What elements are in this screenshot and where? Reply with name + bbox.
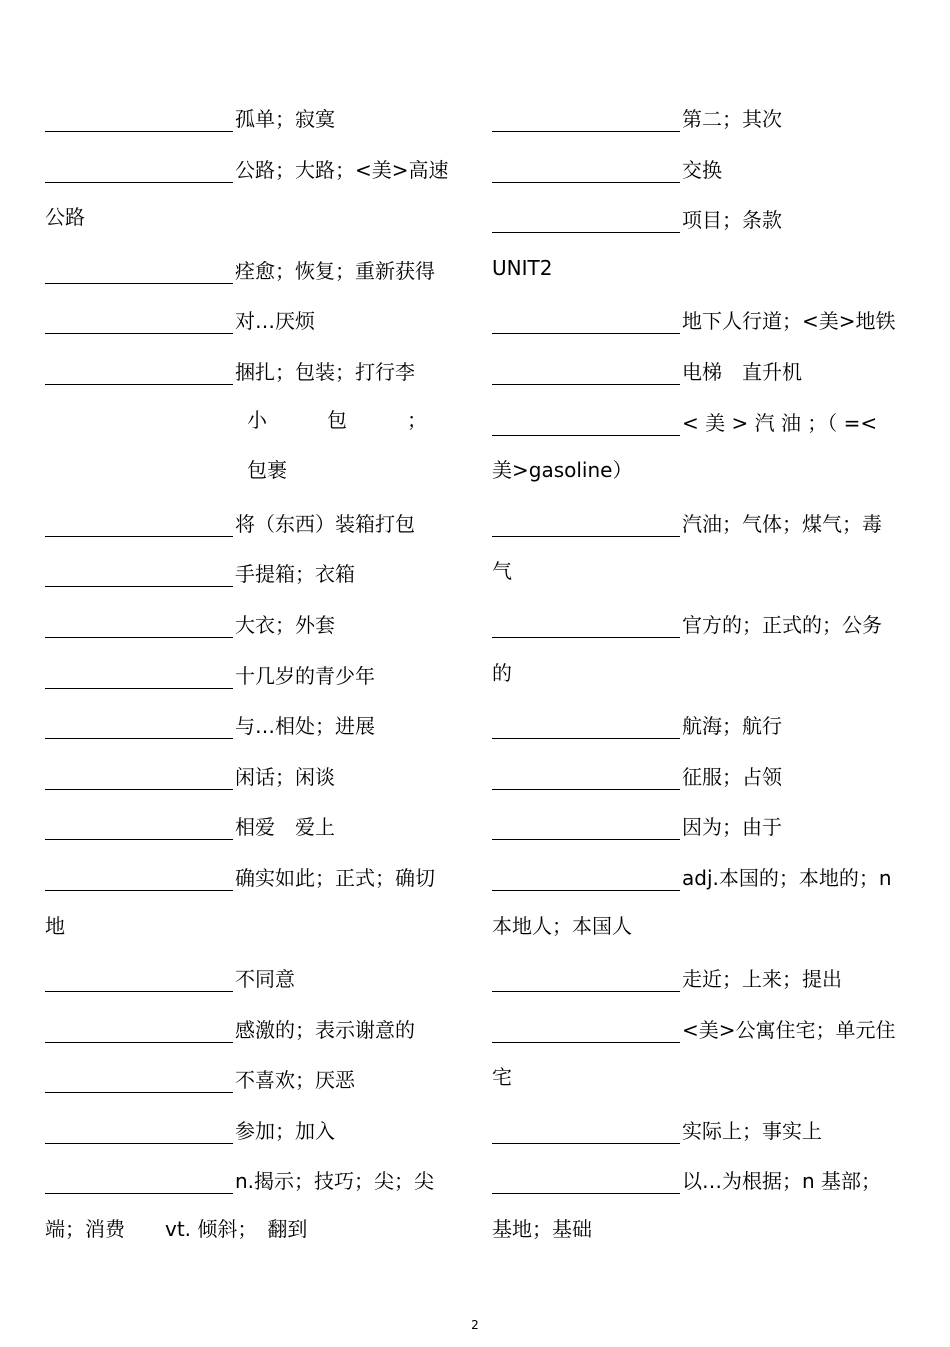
answer-blank[interactable] <box>45 1016 233 1043</box>
vocab-entry <box>492 353 907 404</box>
vocab-entry <box>45 960 460 1011</box>
gloss-cont: 包裹 <box>247 458 287 483</box>
gloss-continuation <box>45 454 460 505</box>
gloss-continuation <box>492 1061 907 1112</box>
gloss-cont: 地 <box>45 913 65 938</box>
gloss: 征服；占领 <box>682 764 782 789</box>
gloss-continuation <box>45 201 460 252</box>
answer-blank[interactable] <box>492 409 680 436</box>
answer-blank[interactable] <box>492 1117 680 1144</box>
vocab-entry <box>492 606 907 657</box>
vocab-entry <box>45 100 460 151</box>
gloss: 地下人行道；<美>地铁 <box>682 309 896 334</box>
vocab-entry <box>45 606 460 657</box>
answer-blank[interactable] <box>45 1167 233 1194</box>
gloss: 痊愈；恢复；重新获得 <box>235 258 435 283</box>
gloss: 实际上；事实上 <box>682 1118 822 1143</box>
vocab-entry <box>45 859 460 910</box>
gloss: <美>公寓住宅；单元住 <box>682 1017 896 1042</box>
gloss: 航海；航行 <box>682 714 782 739</box>
answer-blank[interactable] <box>492 712 680 739</box>
gloss: 确实如此；正式；确切 <box>235 865 435 890</box>
gloss: 不同意 <box>235 967 295 992</box>
answer-blank[interactable] <box>492 156 680 183</box>
answer-blank[interactable] <box>45 257 233 284</box>
answer-blank[interactable] <box>45 763 233 790</box>
vocab-entry <box>492 302 907 353</box>
vocab-entry <box>45 1162 460 1213</box>
answer-blank[interactable] <box>45 712 233 739</box>
answer-blank[interactable] <box>45 105 233 132</box>
vocab-entry <box>45 505 460 556</box>
answer-blank[interactable] <box>45 510 233 537</box>
gloss: 官方的；正式的；公务 <box>682 612 882 637</box>
gloss: 与…相处；进展 <box>235 714 375 739</box>
gloss: 参加；加入 <box>235 1118 335 1143</box>
answer-blank[interactable] <box>492 358 680 385</box>
gloss: adj.本国的；本地的；n <box>682 865 892 890</box>
gloss-continuation <box>492 910 907 961</box>
vocab-entry <box>492 1011 907 1062</box>
vocab-entry <box>492 505 907 556</box>
vocab-entry <box>492 758 907 809</box>
gloss-continuation <box>492 657 907 708</box>
vocab-entry <box>492 1112 907 1163</box>
answer-blank[interactable] <box>45 662 233 689</box>
gloss: 对…厌烦 <box>235 309 315 334</box>
answer-blank[interactable] <box>492 307 680 334</box>
vocab-entry <box>45 151 460 202</box>
vocab-entry <box>492 201 907 252</box>
answer-blank[interactable] <box>45 1066 233 1093</box>
answer-blank[interactable] <box>45 560 233 587</box>
gloss-cont: 公路 <box>45 205 85 230</box>
gloss-cont: 的 <box>492 660 512 685</box>
gloss: < 美 > 汽 油 ；（ =< <box>682 410 878 435</box>
left-column <box>45 100 460 1264</box>
vocab-entry <box>45 808 460 859</box>
answer-blank[interactable] <box>492 1167 680 1194</box>
gloss: 项目；条款 <box>682 208 782 233</box>
vocab-entry <box>492 808 907 859</box>
gloss: 孤单；寂寞 <box>235 107 335 131</box>
gloss-cont: 气 <box>492 559 512 584</box>
gloss-continuation <box>45 404 460 455</box>
gloss: 走近；上来；提出 <box>682 967 842 992</box>
vocab-entry <box>45 555 460 606</box>
gloss-cont: 本地人；本国人 <box>492 913 632 938</box>
vocab-entry <box>45 657 460 708</box>
unit-heading: UNIT2 <box>492 255 553 280</box>
gloss-continuation <box>492 454 907 505</box>
answer-blank[interactable] <box>492 510 680 537</box>
gloss: 相爱 爱上 <box>235 815 335 840</box>
answer-blank[interactable] <box>492 965 680 992</box>
gloss: 大衣；外套 <box>235 612 335 637</box>
vocab-entry <box>492 960 907 1011</box>
gloss: 手提箱；衣箱 <box>235 562 355 587</box>
vocab-entry <box>45 302 460 353</box>
gloss: 感激的；表示谢意的 <box>235 1017 415 1042</box>
gloss-cont: 端；消费 vt. 倾斜； 翻到 <box>45 1217 308 1242</box>
vocab-entry <box>492 151 907 202</box>
right-column <box>492 100 907 1264</box>
vocab-entry <box>492 100 907 151</box>
answer-blank[interactable] <box>492 611 680 638</box>
vocab-entry <box>45 252 460 303</box>
vocab-entry <box>492 404 907 455</box>
gloss: 将（东西）装箱打包 <box>235 511 415 536</box>
unit-heading-row <box>492 252 907 303</box>
gloss: 以…为根据；n 基部； <box>682 1169 882 1194</box>
vocab-entry <box>492 1162 907 1213</box>
gloss: 第二；其次 <box>682 107 782 131</box>
gloss-cont: 美>gasoline） <box>492 458 633 483</box>
gloss-cont: 基地；基础 <box>492 1217 592 1242</box>
gloss: 汽油；气体；煤气；毒 <box>682 511 882 536</box>
vocab-entry <box>492 859 907 910</box>
vocab-entry <box>45 707 460 758</box>
vocab-entry <box>45 353 460 404</box>
gloss-continuation <box>45 1213 460 1264</box>
answer-blank[interactable] <box>492 763 680 790</box>
answer-blank[interactable] <box>45 1117 233 1144</box>
gloss: 因为；由于 <box>682 815 782 840</box>
answer-blank[interactable] <box>45 864 233 891</box>
vocab-entry <box>45 758 460 809</box>
answer-blank[interactable] <box>492 813 680 840</box>
answer-blank[interactable] <box>45 813 233 840</box>
answer-blank[interactable] <box>492 864 680 891</box>
gloss: 闲话；闲谈 <box>235 764 335 789</box>
answer-blank[interactable] <box>45 965 233 992</box>
answer-blank[interactable] <box>492 105 680 132</box>
vocab-entry <box>492 707 907 758</box>
gloss-continuation <box>492 555 907 606</box>
gloss: 电梯 直升机 <box>682 359 802 384</box>
answer-blank[interactable] <box>45 358 233 385</box>
answer-blank[interactable] <box>45 611 233 638</box>
answer-blank[interactable] <box>45 156 233 183</box>
gloss-cont: 宅 <box>492 1065 512 1090</box>
answer-blank[interactable] <box>492 206 680 233</box>
gloss: n.揭示；技巧；尖；尖 <box>235 1169 435 1194</box>
gloss-continuation <box>45 910 460 961</box>
vocab-entry <box>45 1011 460 1062</box>
gloss: 交换 <box>682 157 722 182</box>
gloss-continuation <box>492 1213 907 1264</box>
gloss: 捆扎；包装；打行李 <box>235 359 415 384</box>
gloss-cont: 小 包 ； <box>247 407 427 432</box>
vocab-entry <box>45 1061 460 1112</box>
page-number: 2 <box>471 1318 479 1332</box>
vocab-entry <box>45 1112 460 1163</box>
answer-blank[interactable] <box>45 307 233 334</box>
answer-blank[interactable] <box>492 1016 680 1043</box>
gloss: 公路；大路；<美>高速 <box>235 157 449 182</box>
gloss: 不喜欢；厌恶 <box>235 1068 355 1093</box>
gloss: 十几岁的青少年 <box>235 663 375 688</box>
